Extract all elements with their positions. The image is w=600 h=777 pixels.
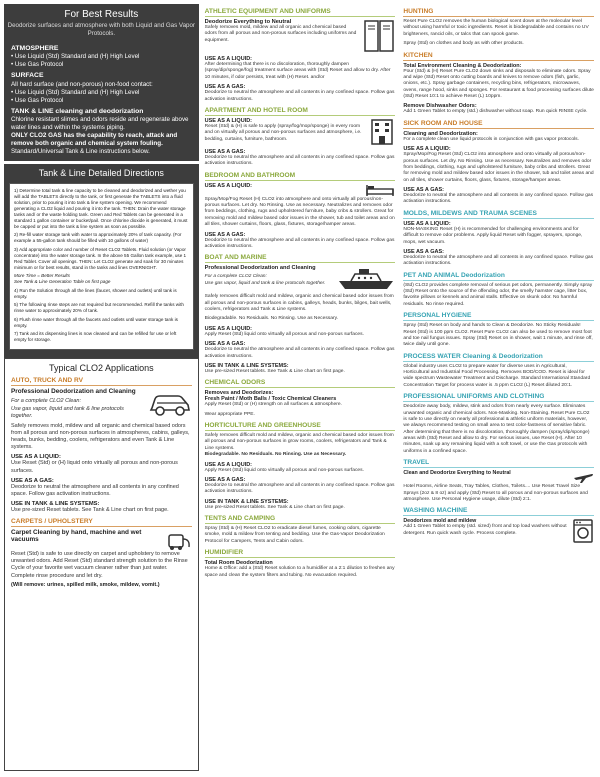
- direction-step: 3) Add appropriate color and number of Reset CLO2 Tablets. Fluid solution (or Vapor concentrate) into the water storage tank. In the above 55 Gallon tank example, use 1 Red Tablet. Cover all openings. THEN: Let CLO2 generate and soak for 30 minutes minimum or for best results, stand in the tanks and lines OVERNIGHT.: [14, 246, 187, 270]
- atmosphere-item: • Use Gas Protocol: [11, 61, 64, 69]
- humidifier-subheading: Total Room Deodorization: [204, 560, 273, 567]
- athletic-gas-text: Deodorize to neutral the atmosphere and all contents in any confined space. Follow gas activation instructions.: [204, 90, 395, 102]
- apartment-gas-text: Deodorize to neutral the atmosphere and all contents in any confined space. Follow gas activation instructions.: [204, 154, 395, 167]
- bed-icon: [365, 183, 395, 197]
- apartment-heading: APARTMENT AND HOTEL ROOM: [205, 107, 396, 116]
- boat-gas-heading: USE AS A GAS:: [204, 341, 246, 348]
- athletic-row: [205, 19, 396, 53]
- humidifier-text: Home & Office: add a (Std) Reset solution to a humidifier at a 2:1 dilution to freshen any space and clean the system filters and tubing. No evacuation required.: [204, 566, 395, 578]
- carpets-row: [11, 529, 192, 551]
- horticulture-tank-heading: USE IN TANK & LINE SYSTEMS:: [204, 498, 289, 505]
- hygiene-text: Spray (Std) Reset on body and hands to Clean & Deodorize. No Sticky Residuals! Reset (Std) is 100 ppm CLO2. Reset Pure CLO2 can also be used to remove most foot and toe nail fungus issues. Spray (Std) Reset on in shower, wait 1 minute, and rinse off, twice daily until gone.: [403, 323, 593, 348]
- auto-complete-text: Use gas vapor, liquid and tank & line protocols together.: [11, 405, 124, 419]
- travel-text: Hotel Rooms, Airline Seats, Tray Tables, Clothes, Toilets.... Use Reset Travel Size Sprays (2oz & 8 oz) and apply (Std) Reset to all porous and non-porous surfaces and atmosphere. Use Personal Hygiene usage, dilute (Std) 2:1.: [403, 484, 588, 502]
- horticulture-biodegradable: Biodegradable. No Residuals. No Rinsing. Use as Necessary.: [204, 452, 347, 458]
- chemical-text: Apply Reset (Std) or (H) strength on all surfaces & atmosphere.: [204, 402, 342, 408]
- tents-text: Spray (Std) & (H) Reset CLO2 to eradicate diesel fumes, cooking odors, cigarette smoke, mold & mildew from tenting and bedding. Use the Gas-Vapor Deodorization Protocol for Campers, Tents and Cabin odors.: [204, 526, 385, 544]
- bedroom-liquid-heading: USE AS A LIQUID:: [204, 182, 253, 189]
- kitchen-text: Pour (Std) & (H) Reset Pure CLO2 down sinks and disposals to eliminate odors. Spray and wipe (Std) Reset onto cutting boards and knives to remove odors (fish, garlic, onions, etc.). Spray garbage containers, recycling bins, refrigerators, microwaves, ovens, range hood, sinks and sponges. For restaurant & food processing surfaces dilute (Std) Reset 10:1 to achieve Reset (L) 10ppm.: [403, 68, 594, 99]
- molds-liquid-text: NON-MASKING Reset (H) is recommended for challenging environments and for difficult to remove odor problems. Apply liquid Reset with fogger, sprayers, sponge, mops, wet vacuum.: [403, 226, 583, 245]
- sick-room-heading: SICK ROOM AND HOUSE: [403, 120, 594, 129]
- horticulture-text: Safely removes difficult mold and mildew, organic and chemical based odor issues from all porous and non-porous surfaces in grow rooms, coolers, refrigerators and Tank & Line systems.: [204, 433, 394, 451]
- sick-room-gas-heading: USE AS A GAS:: [403, 187, 444, 193]
- atmosphere-item: • Use Liquid (Std) Standard and (H) High Level: [11, 53, 140, 61]
- boat-subheading: Professional Deodorization and Cleaning: [204, 265, 316, 272]
- process-water-heading: PROCESS WATER Cleaning & Deodorization: [403, 353, 594, 362]
- washing-machine-icon: [572, 518, 594, 544]
- athletic-text: Safely removes mold, mildew and all organic and chemical based odors from all porous and non-porous surfaces including uniforms and equipment.: [204, 25, 357, 43]
- auto-subheading: Professional Deodorization and Cleaning: [11, 388, 136, 396]
- liquid-heading: USE AS A LIQUID:: [11, 454, 61, 461]
- hunting-text: Reset Pure CLO2 removes the human biological scent down at the molecular level without using harmful or toxic ingredients. Reset is biodegradable and contains no UV brighteners, rancid oils, or talcs that can spook game.: [403, 19, 589, 37]
- direction-note: More Time = Better Results: [14, 273, 70, 279]
- bedroom-row: [205, 183, 396, 197]
- best-results-subtitle: Deodorize surfaces and atmosphere with both Liquid and Gas Vapor Protocols.: [7, 22, 195, 37]
- gas-text: Deodorize to neutral the atmosphere and all contents in any confined space. Follow gas activation instructions.: [11, 483, 179, 497]
- athletic-liquid-heading: USE AS A LIQUID:: [204, 56, 253, 62]
- auto-text-group: [11, 388, 144, 419]
- direction-step: 2) Re-fill water storage tank with water to approximately 20% of tank capacity. (For example a 55-gallon tank should be filled with 10 gallons of water): [14, 232, 182, 244]
- boat-complete-label: For a complete CLO2 Clean:: [204, 274, 267, 280]
- dishwasher-text: Add 1 Green Tablet to empty (std.) dishwasher without soap. Run quick RINSE cycle.: [403, 109, 588, 115]
- best-results-panel: [4, 4, 199, 161]
- sick-room-subheading: Cleaning and Deodorization:: [403, 130, 478, 137]
- bedroom-text-group: [205, 183, 362, 197]
- right-column: [401, 4, 596, 771]
- molds-gas-heading: USE AS A GAS:: [403, 248, 444, 255]
- tank-line-systems-heading: USE IN TANK & LINE SYSTEMS:: [11, 500, 100, 507]
- typical-applications-panel: [4, 358, 199, 771]
- best-results-title: For Best Results: [64, 9, 139, 20]
- washing-row: [403, 518, 594, 544]
- chemical-list: Fresh Paint / Moth Balls / Toxic Chemical Cleaners: [204, 396, 337, 403]
- locker-icon: [363, 19, 395, 53]
- boat-biodegradable: Biodegradable. No Residuals. No Rinsing. Use as Necessary.: [204, 316, 339, 322]
- washing-heading: WASHING MACHINE: [403, 507, 594, 516]
- tank-line-heading: TANK & LINE cleaning and deodorization: [11, 107, 144, 115]
- direction-step: 6) Flush rinse water through all the faucets and outlets until water storage tank is empty.: [14, 316, 178, 328]
- apartment-liquid-text: Reset (Std) & (H) is safe to apply (spray/fog/mop/sponge) in every room and on virtually all porous and non-porous surfaces and atmosphere, i.e. bedding, curtains, furniture, bathroom.: [204, 123, 362, 142]
- direction-step: 7) Tank and its dispensing lines is now cleaned and can be refilled for use or left empty for storage.: [14, 331, 177, 342]
- horticulture-liquid-text: Apply Reset (Std) liquid onto virtually all porous and non-porous surfaces.: [204, 467, 364, 473]
- sick-room-liquid-text: Spray/Mop/Fog Reset (Std) CLO2 into atmosphere and onto virtually all porous/non-porous surfaces. Let dry. No Rinsing. Use as necessary. Neutralizes and removes odor from beddings, clothing, rugs and upholstered furniture, baby cribs and strollers. Great for removing mold and mildew based odor issues in the shower, tub and toilet areas and on all tiles, shower curtains, floors, glass, fixtures, storage/hamper areas.: [403, 152, 594, 183]
- boat-tank-text: Use pre-sized Reset tablets. See Tank & Line chart on first page.: [204, 368, 345, 374]
- bedroom-heading: BEDROOM AND BATHROOM: [205, 172, 396, 181]
- liquid-text: Use Reset (Std) or (H) liquid onto virtually all porous and non-porous surfaces.: [11, 460, 178, 474]
- auto-complete-label: For a complete CLO2 Clean:: [11, 398, 82, 405]
- athletic-subheading: Deodorize Everything to Neutral: [204, 19, 292, 25]
- best-results-body: [4, 45, 199, 157]
- pet-heading: PET AND ANIMAL Deodorization: [403, 272, 594, 281]
- direction-step: 1) Determine total tank & line capacity to be cleaned and deodorized and wether you will add the TABLETS directly to the tank, or first generate the TABLETS into a fluid solution, prior to pouring it into tank & line system opening. We recommend generating a CLO2 liquid and pouring it into the tank. THEN: Drain the water storage tanks and/ or the waste holding tank. Green and Red Tablets can be generated in a standard 1 gallon container or bucket/pail. Once chlorine dioxide is generated, it must be capped or put into the tank & line system as soon as possible.: [14, 188, 188, 229]
- direction-step: 4) Run the Solution through all the lines (faucet, shower and outlets) until tank is empty.: [14, 287, 177, 299]
- left-column: [4, 4, 199, 771]
- tank-line-systems-text: Use pre-sized Reset tablets. See Tank & Line chart on first page.: [11, 506, 169, 513]
- airplane-icon: [572, 470, 594, 484]
- surface-item: • Use Liquid (Std) Standard and (H) High Level: [11, 88, 140, 96]
- chemical-heading: CHEMICAL ODORS: [205, 379, 396, 388]
- car-icon: [148, 388, 192, 418]
- only-gas-text: ONLY CLO2 GAS has the capability to reach, attack and remove both organic and chemical system fouling.: [11, 132, 178, 148]
- athletic-text-group: [205, 19, 360, 53]
- apartment-row: [205, 118, 396, 146]
- auto-description: Safely removes mold, mildew and all organic and chemical based odors from all porous and non-porous surfaces in atmospheres, cabins, galleys, heads, bunks, bedding, coolers, refrigerators and even Tank & Line systems.: [11, 422, 190, 451]
- apartment-gas-heading: USE AS A GAS:: [204, 148, 246, 155]
- horticulture-gas-text: Deodorize to neutral the atmosphere and all contents in any confined space. Follow gas activation instructions.: [204, 482, 395, 495]
- carpets-removes: (Will remove: urines, spilled milk, smoke, mildew, vomit.): [11, 581, 160, 588]
- kitchen-heading: KITCHEN: [403, 52, 594, 61]
- boat-text-group: [205, 265, 334, 291]
- carpets-heading: CARPETS / UPHOLSTERY: [11, 518, 192, 527]
- surface-item: • Use Gas Protocol: [11, 96, 64, 104]
- carpets-subheading: Carpet Cleaning by hand, machine and wet vacuums: [11, 529, 142, 544]
- chemical-subheading: Removes and Deodorizes:: [204, 390, 274, 397]
- bedroom-liquid-text: Spray/Mop/Fog Reset (H) CLO2 into atmosphere and onto virtually all porous/non-porous surfaces. Let dry. No Rinsing. Use as necessary. Neutralizes and removes odor from beddings, clothing, rugs and upholstered furniture, baby cribs & strollers. Great for removing mold and mildew based odor issues in the shower, tub and toilet areas and on all tiles, shower curtains, floors, glass, fixtures, storage/hamper areas.: [204, 196, 395, 228]
- sick-room-gas-text: Deodorize to neutral the atmosphere and all contents in any confined space. Follow gas activation instructions.: [403, 193, 594, 205]
- tents-heading: TENTS AND CAMPING: [205, 515, 396, 524]
- boat-complete-text: Use gas vapor, liquid and tank & line protocols together.: [204, 280, 326, 286]
- tank-line-directions: [9, 183, 194, 350]
- humidifier-heading: HUMIDIFIER: [205, 549, 396, 558]
- middle-column: [203, 4, 398, 771]
- boat-liquid-text: Apply Reset (Std) liquid onto virtually all porous and non-porous surfaces.: [204, 331, 364, 337]
- boat-tank-heading: USE IN TANK & LINE SYSTEMS:: [204, 362, 289, 369]
- standard-instructions-text: Standard/Universal Tank & Line instructions below.: [11, 148, 150, 156]
- pet-text: (Std) CLO2 provides complete removal of serious pet odors, permanently. Simply spray (Std) Reset onto the source of the offending odor, the smelly hamster cage, litter box, favorite pillows or kennels and animal stalls. Effective on skunk odor. No harmful residuals. No rinse required.: [403, 282, 593, 307]
- athletic-heading: ATHLETIC EQUIPMENT AND UNIFORMS: [205, 8, 396, 17]
- gas-heading: USE AS A GAS:: [11, 477, 54, 484]
- athletic-liquid-text: After determining that there is no discoloration, thoroughly dampen (spray/dip/sponge/fog) treatment surface areas with (Std) Reset and allow to dry. After 10 minutes, if odor persists, treat with (H) Reset. and/or: [204, 62, 391, 80]
- carpets-text: Reset (Std) is safe to use directly on carpet and upholstery to remove unwanted odors. Add Reset (Std) standard strength solution to the Rinse Cycle of your favorite wet vacuum cleaner rather than just water. Complete rinse procedure and let dry.: [11, 551, 188, 579]
- travel-heading: TRAVEL: [403, 459, 594, 468]
- bedroom-gas-text: Deodorize to neutral the atmosphere and all contents in any confined space. Follow gas activation instructions.: [204, 237, 395, 249]
- travel-row: [403, 470, 594, 484]
- boat-gas-text: Deodorize to neutral the atmosphere and all contents in any confined space. Follow gas activation instructions.: [204, 347, 395, 359]
- boat-liquid-heading: USE AS A LIQUID:: [204, 325, 253, 332]
- boat-text: Safely removes difficult mold and mildew, organic and chemical based odor issues from all porous and non-porous surfaces in cabins, galleys, heads, bunks, bilges, bait wells, coolers, refrigerators and Tank & Line systems.: [204, 294, 394, 312]
- athletic-gas-heading: USE AS A GAS:: [204, 84, 246, 91]
- boat-row: [205, 265, 396, 291]
- atmosphere-heading: ATMOSPHERE: [11, 44, 59, 52]
- direction-step: 5) The following rinse steps are not required but recommended. Refill the tanks with rinse water to approximately 20% of tank.: [14, 302, 184, 314]
- molds-heading: MOLDS, MILDEWS AND TRAUMA SCENES: [403, 210, 594, 219]
- surface-heading: SURFACE: [11, 72, 44, 80]
- bedroom-gas-heading: USE AS A GAS:: [204, 231, 246, 238]
- uniforms-heading: PROFESSIONAL UNIFORMS AND CLOTHING: [403, 393, 594, 402]
- kitchen-subheading: Total Environment Cleaning & Deodorization:: [403, 62, 522, 69]
- sick-room-liquid-heading: USE AS A LIQUID:: [403, 146, 451, 153]
- vacuum-icon: [166, 529, 192, 551]
- dishwasher-heading: Remove Dishwasher Odors:: [403, 103, 477, 110]
- boat-icon: [337, 265, 395, 291]
- horticulture-heading: HORTICULTURE AND GREENHOUSE: [205, 422, 396, 431]
- washing-text: Add 1 Green Tablet to empty (std. sized) front and top load washers without detergent. Run quick wash cycle. Process complete.: [403, 524, 567, 536]
- molds-liquid-heading: USE AS A LIQUID:: [403, 220, 451, 227]
- travel-text-group: [403, 470, 568, 484]
- building-icon: [369, 118, 395, 146]
- horticulture-gas-heading: USE AS A GAS:: [204, 476, 246, 483]
- tank-line-text: Chlorine resistant slimes and odors reside and regenerate above water lines and within the systems piping.: [11, 116, 189, 132]
- surface-item: All hard surface (and non-porous) non-food contact:: [11, 80, 153, 88]
- apartment-liquid-heading: USE AS A LIQUID:: [204, 117, 253, 124]
- hygiene-heading: PERSONAL HYGIENE: [403, 312, 594, 321]
- tank-line-panel: [4, 164, 199, 358]
- hunting-heading: HUNTING: [403, 8, 594, 17]
- tank-line-title: Tank & Line Detailed Directions: [38, 168, 164, 179]
- sick-room-text: For a complete clean use liquid protocols in conjunction with gas vapor protocols.: [403, 136, 579, 142]
- hunting-text-2: Spray (Std) on clothes and body as with other products.: [403, 41, 524, 47]
- washing-text-group: [403, 518, 568, 544]
- auto-row: [11, 388, 192, 419]
- process-water-text: Global industry uses CLO2 to prepare water for diverse uses in Agricultural, Horticultural and Industrial Food Processing. Removes BOD/COD. Reset is ideal for wide spectrum Wastewater Treatment and Discharge. Standard International Standard Concentration Target for process water is .5 ppm CLO2 (L) Reset diluted 20:1.: [403, 363, 591, 388]
- washing-subheading: Deodorizes mold and mildew: [403, 518, 477, 525]
- travel-subheading: Clean and Deodorize Everything to Neutral: [403, 470, 511, 477]
- direction-note: See Tank & Line Generation Table on first page: [14, 279, 111, 285]
- uniforms-text: Deodorize away body, mildew, stink and odors from nearly every surface. Eliminates unwanted organic and chemical odors. Non-Masking. Non-Staining. Reset Pure CLO2 is safe to use directly on nearly all professional & athletic uniform materials, however, we always recommend testing on small area to test color-fastness of sensitive fabric. After determining that there is no discoloration, thoroughly dampen (spray/dip/sponge) areas with (Std) Reset and allow to dry. For serious issues, use Reset (H). After 10 minutes, soak up any remaining liquid with a soft towel, or use the Gas protocols with uniforms in a confined space.: [403, 404, 590, 454]
- auto-heading: AUTO, TRUCK AND RV: [11, 377, 192, 386]
- typical-applications-title: Typical CLO2 Applications: [49, 363, 154, 374]
- chemical-ppe: Wear appropriate PPE.: [204, 411, 255, 417]
- boat-heading: BOAT AND MARINE: [205, 254, 396, 263]
- horticulture-tank-text: Use pre-sized Reset tablets. See Tank & Line chart on first page.: [204, 504, 345, 510]
- horticulture-liquid-heading: USE AS A LIQUID:: [204, 461, 253, 468]
- apartment-text-group: [205, 118, 366, 146]
- molds-gas-text: Deodorize to neutral the atmosphere and all contents in any confined space. Follow gas activation instructions.: [403, 254, 594, 267]
